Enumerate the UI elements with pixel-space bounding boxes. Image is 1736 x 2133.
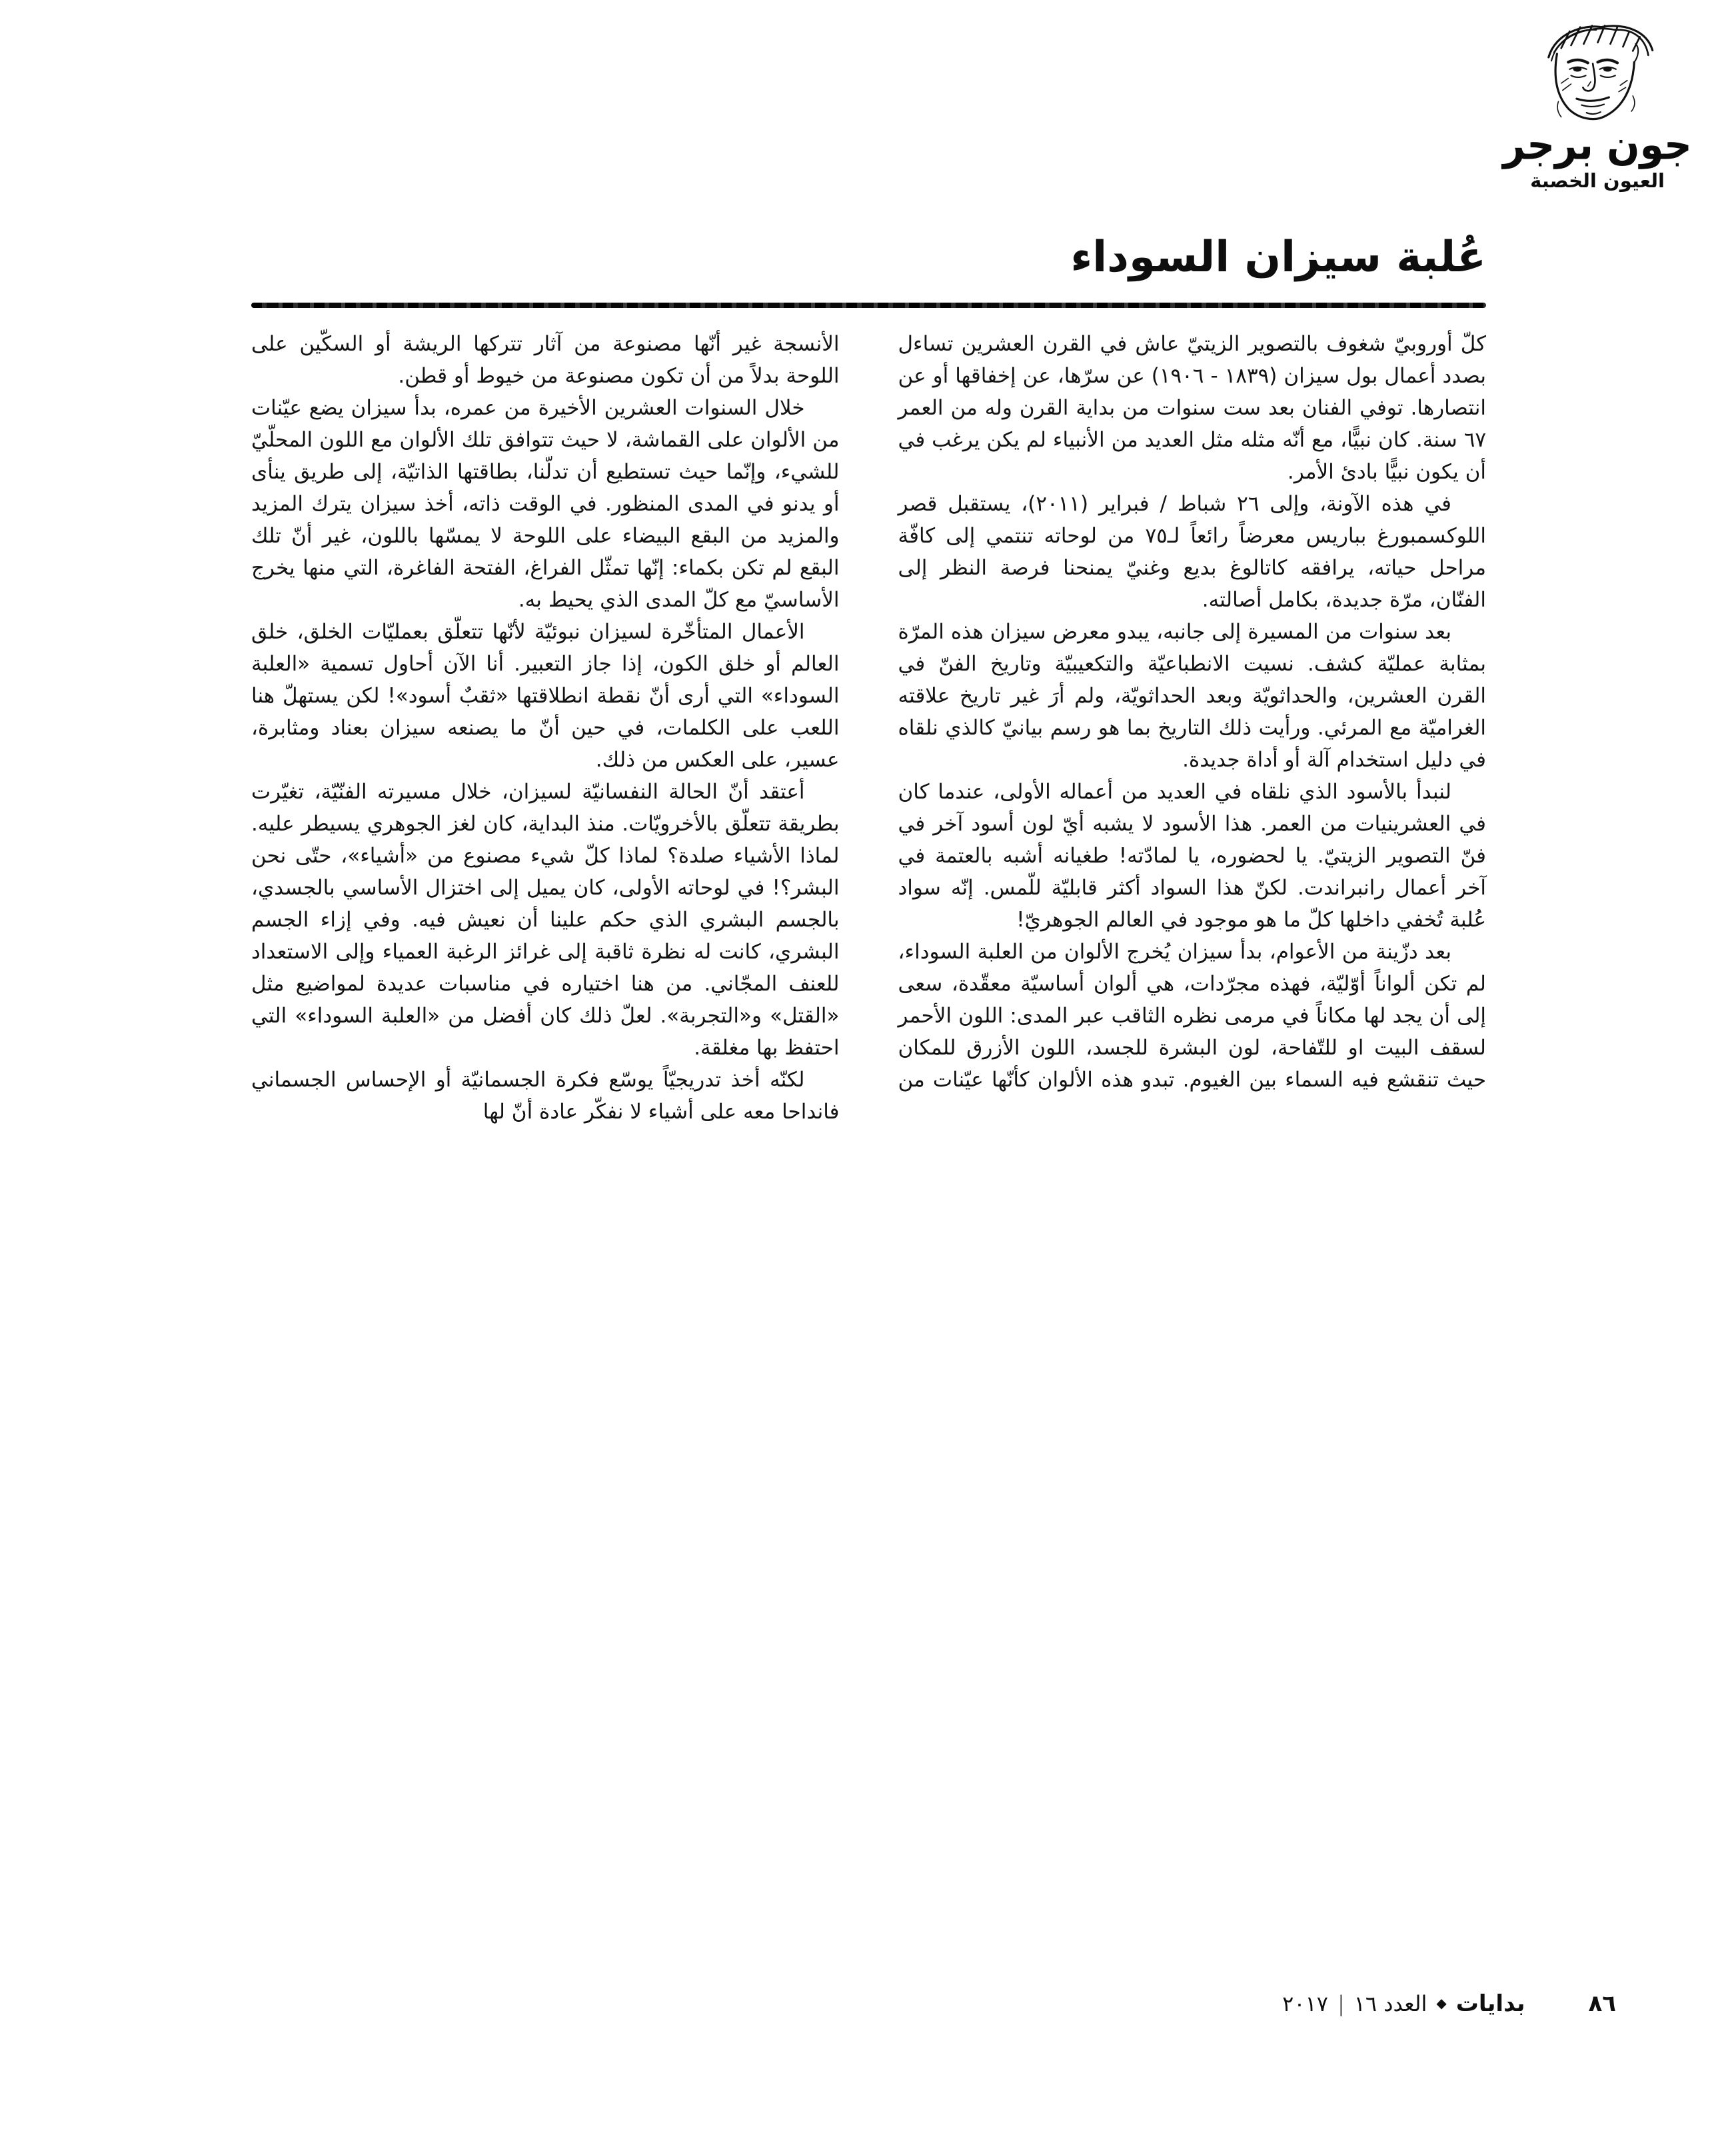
journal-name: بدايات — [1455, 1990, 1525, 2017]
diamond-icon: ◆ — [1436, 1995, 1447, 2011]
paragraph: لكنّه أخذ تدريجيّاً يوسّع فكرة الجسمانيّة أو الإحساس الجسماني فانداحا معه على أشياء لا نفكّر عادة أنّ لها — [251, 1068, 840, 1124]
paragraph: الأعمال المتأخّرة لسيزان نبوئيّة لأنّها تتعلّق بعمليّات الخلق، خلق العالم أو خلق الكون، إذا جاز التعبير. أنا الآن أحاول تسمية «العلبة السوداء» التي أرى أنّ نقطة انطلاقتها «ثقبٌ أسود»! لكن يستهلّ هنا اللعب على الكلمات، في حين أنّ ما يصنعه سيزان بعناد ومثابرة، عسير، على العكس من ذلك. — [251, 620, 840, 772]
article-title: عُلبة سيزان السوداء — [1070, 233, 1486, 282]
year: ٢٠١٧ — [1282, 1991, 1328, 2016]
page-footer — [1282, 1990, 1616, 2017]
article-body — [251, 328, 1486, 1128]
paragraph: خلال السنوات العشرين الأخيرة من عمره، بدأ سيزان يضع عيّنات من الألوان على القماشة، لا حيث تتوافق تلك الألوان مع اللون المحلّيّ للشيء، وإنّما حيث تستطيع أن تدلّنا، بطاقتها الذاتيّة، إلى طريق ينأى أو يدنو في المدى المنظور. في الوقت ذاته، أخذ سيزان يترك المزيد والمزيد من البقع البيضاء على اللوحة لا يمسّها باللون، غير أنّ تلك البقع لم تكن بكماء: إنّها تمثّل الفراغ، الفتحة الفاغرة، التي منها يخرج الأساسيّ مع كلّ المدى الذي يحيط به. — [251, 396, 840, 612]
issue-number: العدد ١٦ — [1353, 1991, 1427, 2016]
separator-bar: | — [1339, 1991, 1343, 2016]
page-number: ٨٦ — [1588, 1990, 1616, 2017]
footer-info — [1282, 1990, 1525, 2017]
paragraph: بعد دزّينة من الأعوام، بدأ سيزان يُخرج الألوان من العلبة السوداء، لم تكن ألواناً أوّليّة، فهذه مجرّدات، هي ألوان أساسيّة معقّدة، سعى إلى أن يجد لها مكاناً في مرمى نظره الثاقب عبر المدى: اللون الأحمر لسقف البيت او للتّفاحة، لون البشرة للجسد، اللون الأزرق للمكان حيث تنقشع فيه السماء بين الغيوم. تبدو هذه الألوان كأنّها عيّنات من الأنسجة غير أنّها مصنوعة من آثار تتركها الريشة أو السكّين على اللوحة بدلاً من أن تكون مصنوعة من خيوط أو قطن. — [251, 332, 1486, 1092]
section-name-calligraphy: العيون الخصبة — [1530, 169, 1665, 192]
author-name-calligraphy: جون برجر — [1503, 120, 1692, 169]
author-portrait-sketch-icon — [1526, 19, 1669, 124]
title-rule — [251, 303, 1486, 308]
paragraph: أعتقد أنّ الحالة النفسانيّة لسيزان، خلال مسيرته الفنّيّة، تغيّرت بطريقة تتعلّق بالأخرويّات. منذ البداية، كان لغز الجوهري يسيطر عليه. لماذا الأشياء صلدة؟ لماذا كلّ شيء مصنوع من «أشياء»، حتّى نحن البشر؟! في لوحاته الأولى، كان يميل إلى اختزال الأساسي بالجسدي، بالجسم البشري الذي حكم علينا أن نعيش فيه. وفي إزاء الجسم البشري، كانت له نظرة ثاقبة إلى غرائز الرغبة العمياء وإلى الاستعداد للعنف المجّاني. من هنا اختياره في مناسبات عديدة لمواضيع مثل «القتل» و«التجربة». لعلّ ذلك كان أفضل من «العلبة السوداء» التي احتفظ بها مغلقة. — [251, 780, 840, 1060]
paragraph: كلّ أوروبيّ شغوف بالتصوير الزيتيّ عاش في القرن العشرين تساءل بصدد أعمال بول سيزان (١٨٣٩ - ١٩٠٦) عن سرّها، عن إخفاقها أو عن انتصارها. توفي الفنان بعد ست سنوات من بداية القرن وله من العمر ٦٧ سنة. كان نبيًّا، مع أنّه مثله مثل العديد من الأنبياء لم يكن يرغب في أن يكون نبيًّا بادئ الأمر. — [898, 332, 1486, 484]
paragraph: بعد سنوات من المسيرة إلى جانبه، يبدو معرض سيزان هذه المرّة بمثابة عمليّة كشف. نسيت الانطباعيّة والتكعيبيّة وتاريخ الفنّ في القرن العشرين، والحداثويّة وبعد الحداثويّة، ولم أرَ غير تاريخ علاقته الغراميّة مع المرئي. ورأيت ذلك التاريخ بما هو رسم بيانيّ كالذي نلقاه في دليل استخدام آلة أو أداة جديدة. — [898, 620, 1486, 772]
paragraph: لنبدأ بالأسود الذي نلقاه في العديد من أعماله الأولى، عندما كان في العشرينيات من العمر. هذا الأسود لا يشبه أيّ لون أسود آخر في فنّ التصوير الزيتيّ. يا لحضوره، يا لمادّته! طغيانه أشبه بالعتمة في آخر أعمال رانبراندت. لكنّ هذا السواد أكثر قابليّة للّمس. إنّه سواد عُلبة تُخفي داخلها كلّ ما هو موجود في العالم الجوهريّ! — [898, 780, 1486, 932]
paragraph: في هذه الآونة، وإلى ٢٦ شباط / فبراير (٢٠١١)، يستقبل قصر اللوكسمبورغ بباريس معرضاً رائعاً لـ٧٥ من لوحاته تنتمي إلى كافّة مراحل حياته، يرافقه كاتالوغ بديع وغنيّ يمنحنا فرصة النظر إلى الفنّان، مرّة جديدة، بكامل أصالته. — [898, 492, 1486, 612]
masthead — [1503, 19, 1692, 192]
